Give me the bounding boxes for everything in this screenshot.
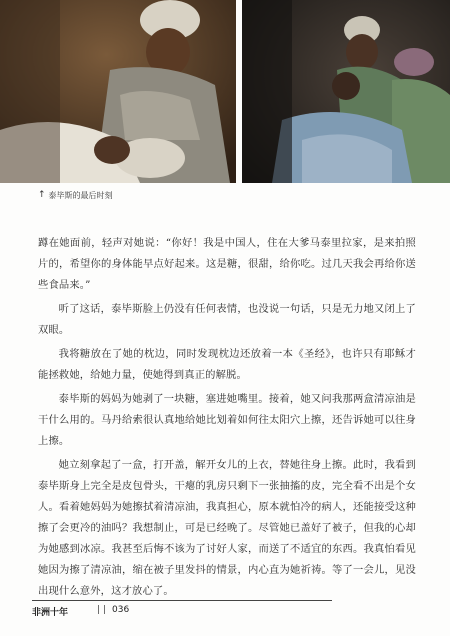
photo-right xyxy=(242,0,450,183)
photo-right-image xyxy=(242,0,450,183)
photo-left-image xyxy=(0,0,236,183)
photo-left xyxy=(0,0,236,183)
footer-separator: | | xyxy=(97,605,106,615)
photo-strip xyxy=(0,0,450,183)
paragraph: 蹲在她面前，轻声对她说：“你好！我是中国人，住在大爹马泰里拉家，是来拍照片的，希望你的身体能早点好起来。这是糖，很甜，给你吃。过几天我会再给你送些食品来。” xyxy=(38,237,416,291)
paragraph: 听了这话，泰毕斯脸上仍没有任何表情，也没说一句话，只是无力地又闭上了双眼。 xyxy=(38,303,416,336)
paragraph: 泰毕斯的妈妈为她剥了一块糖，塞进她嘴里。接着，她又问我那两盒清凉油是干什么用的。马丹给索很认真地给她比划着如何往太阳穴上擦，还告诉她可以往身上擦。 xyxy=(38,393,416,447)
paragraph: 她立刻拿起了一盒，打开盖，解开女儿的上衣，替她往身上擦。此时，我看到泰毕斯身上完全是皮包骨头，干瘪的乳房只剩下一张抽搐的皮，完全看不出是个女人。看着她妈妈为她擦拭着清凉油，我真担心，原本就怕冷的病人，还能接受这种擦了会更冷的油吗？我想制止，可是已经晚了。尽管她已盖好了被子，但我的心却为她感到冰凉。我甚至后悔不该为了讨好人家，而送了不适宜的东西。我真怕看见她因为擦了清凉油，缩在被子里发抖的情景，内心直为她祈祷。等了一会儿，见没出现什么意外，这才放心了。 xyxy=(38,459,416,597)
page-footer xyxy=(32,600,422,620)
page-number: 036 xyxy=(112,605,130,615)
photo-caption xyxy=(38,190,113,201)
paragraph: 我将糖放在了她的枕边，同时发现枕边还放着一本《圣经》，也许只有耶稣才能拯救她，给她力量，使她得到真正的解脱。 xyxy=(38,348,416,381)
caption-text: 泰毕斯的最后时刻 xyxy=(48,191,113,200)
arrow-up-icon: ↑ xyxy=(38,190,46,200)
body-text xyxy=(38,233,416,605)
book-title: 非洲十年 xyxy=(32,608,69,618)
footer-divider xyxy=(32,600,332,601)
